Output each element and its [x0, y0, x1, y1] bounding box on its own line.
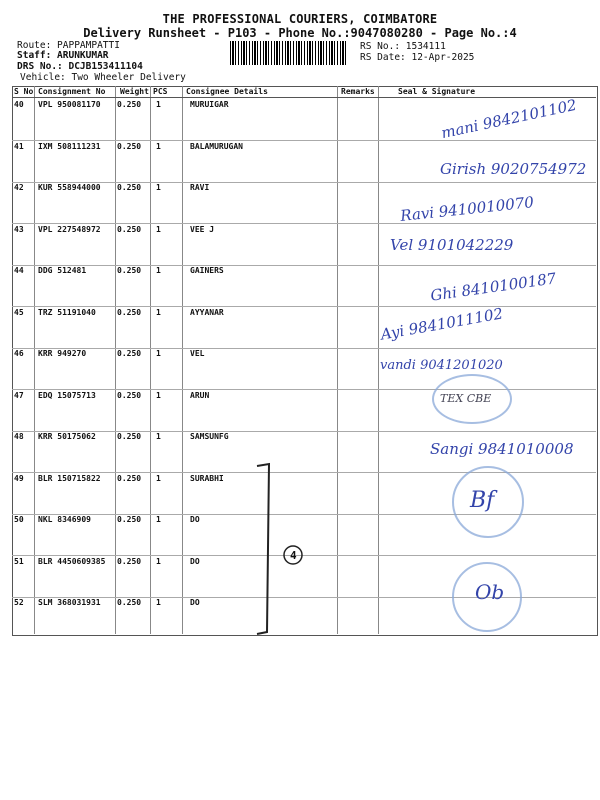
- row-sno: 48: [14, 432, 24, 441]
- vehicle-label: Vehicle: Two Wheeler Delivery: [20, 72, 186, 83]
- row-consignee: VEL: [190, 349, 205, 358]
- row-sno: 40: [14, 100, 24, 109]
- row-sno: 46: [14, 349, 24, 358]
- row-pcs: 1: [156, 100, 161, 109]
- row-consignee: SAMSUNFG: [190, 432, 229, 441]
- signature: Girish 9020754972: [440, 160, 587, 178]
- row-weight: 0.250: [117, 266, 142, 275]
- row-weight: 0.250: [117, 432, 142, 441]
- row-consignee: SURABHI: [190, 473, 224, 483]
- row-consignment-no: BLR 4450609385: [38, 556, 106, 566]
- row-consignee: BALAMURUGAN: [190, 141, 243, 151]
- row-sno: 42: [14, 183, 24, 192]
- row-pcs: 1: [156, 515, 161, 524]
- row-consignee: VEE J: [190, 224, 215, 234]
- row-sno: 47: [14, 390, 24, 400]
- row-weight: 0.250: [117, 183, 142, 192]
- row-weight: 0.250: [117, 598, 142, 607]
- row-pcs: 1: [156, 598, 161, 607]
- signature: Ayi 9841011102: [379, 304, 505, 344]
- row-consignee: ARUN: [190, 390, 210, 400]
- row-pcs: 1: [156, 307, 161, 317]
- route-label: Route: PAPPAMPATTI: [17, 40, 120, 51]
- row-weight: 0.250: [117, 100, 142, 109]
- row-divider: [12, 348, 596, 349]
- bracket-mark: [255, 462, 315, 637]
- row-consignment-no: VPL 950081170: [38, 100, 101, 109]
- row-divider: [12, 306, 596, 307]
- row-pcs: 1: [156, 556, 161, 566]
- row-weight: 0.250: [117, 473, 142, 483]
- row-pcs: 1: [156, 349, 161, 358]
- row-divider: [12, 265, 596, 266]
- row-pcs: 1: [156, 183, 161, 192]
- row-consignee: MURUIGAR: [190, 100, 229, 109]
- row-consignment-no: SLM 368031931: [38, 598, 101, 607]
- rs-date: RS Date: 12-Apr-2025: [360, 52, 475, 63]
- row-consignment-no: EDQ 15075713: [38, 390, 96, 400]
- row-consignee: DO: [190, 556, 200, 566]
- row-consignee: DO: [190, 598, 200, 607]
- row-consignment-no: BLR 150715822: [38, 473, 101, 483]
- row-consignee: AYYANAR: [190, 307, 224, 317]
- row-weight: 0.250: [117, 349, 142, 358]
- row-consignment-no: TRZ 51191040: [38, 307, 96, 317]
- row-consignee: RAVI: [190, 183, 210, 192]
- row-pcs: 1: [156, 432, 161, 441]
- runsheet-subtitle: Delivery Runsheet - P103 - Phone No.:9047080280 - Page No.:4: [83, 26, 517, 40]
- staff-label: Staff: ARUNKUMAR: [17, 50, 109, 61]
- col-weight: Weight: [120, 87, 149, 96]
- rs-number: RS No.: 1534111: [360, 41, 446, 52]
- bracket-note: 4: [290, 549, 297, 562]
- signature: Sangi 9841010008: [430, 440, 574, 458]
- row-sno: 52: [14, 598, 24, 607]
- barcode: [230, 41, 348, 65]
- row-pcs: 1: [156, 390, 161, 400]
- signature: Vel 9101042229: [390, 236, 514, 254]
- row-consignment-no: KUR 558944000: [38, 183, 101, 192]
- row-weight: 0.250: [117, 556, 142, 566]
- row-consignment-no: KRR 50175062: [38, 432, 96, 441]
- row-pcs: 1: [156, 473, 161, 483]
- col-remarks: Remarks: [341, 87, 375, 96]
- row-consignment-no: DDG 512481: [38, 266, 87, 275]
- signature: vandi 9041201020: [380, 358, 503, 373]
- row-consignee: GAINERS: [190, 266, 224, 275]
- signature: Ghi 8410100187: [429, 269, 558, 305]
- row-pcs: 1: [156, 141, 161, 151]
- col-signature: Seal & Signature: [398, 87, 476, 96]
- signature: Ob: [475, 580, 505, 604]
- row-pcs: 1: [156, 224, 161, 234]
- col-consignee: Consignee Details: [186, 87, 268, 96]
- signature: mani 9842101102: [439, 95, 579, 143]
- company-title: THE PROFESSIONAL COURIERS, COIMBATORE: [162, 12, 438, 26]
- row-pcs: 1: [156, 266, 161, 275]
- row-sno: 45: [14, 307, 24, 317]
- row-weight: 0.250: [117, 141, 142, 151]
- row-weight: 0.250: [117, 515, 142, 524]
- drs-label: DRS No.: DCJB153411104: [17, 61, 143, 72]
- row-sno: 41: [14, 141, 24, 151]
- row-consignment-no: NKL 8346909: [38, 515, 91, 524]
- col-consignment: Consignment No: [38, 87, 106, 96]
- row-sno: 51: [14, 556, 24, 566]
- stamp-text: TEX CBE: [440, 392, 492, 405]
- row-consignee: DO: [190, 515, 200, 524]
- row-sno: 49: [14, 473, 24, 483]
- row-sno: 43: [14, 224, 24, 234]
- signature: Ravi 9410010070: [399, 193, 535, 225]
- row-sno: 44: [14, 266, 24, 275]
- row-weight: 0.250: [117, 390, 142, 400]
- col-sno: S No: [14, 87, 34, 96]
- col-pcs: PCS: [153, 87, 168, 96]
- row-sno: 50: [14, 515, 24, 524]
- row-consignment-no: KRR 949270: [38, 349, 87, 358]
- row-weight: 0.250: [117, 224, 142, 234]
- row-divider: [12, 431, 596, 432]
- signature: Bf: [470, 488, 495, 513]
- row-consignment-no: VPL 227548972: [38, 224, 101, 234]
- row-consignment-no: IXM 508111231: [38, 141, 101, 151]
- row-weight: 0.250: [117, 307, 142, 317]
